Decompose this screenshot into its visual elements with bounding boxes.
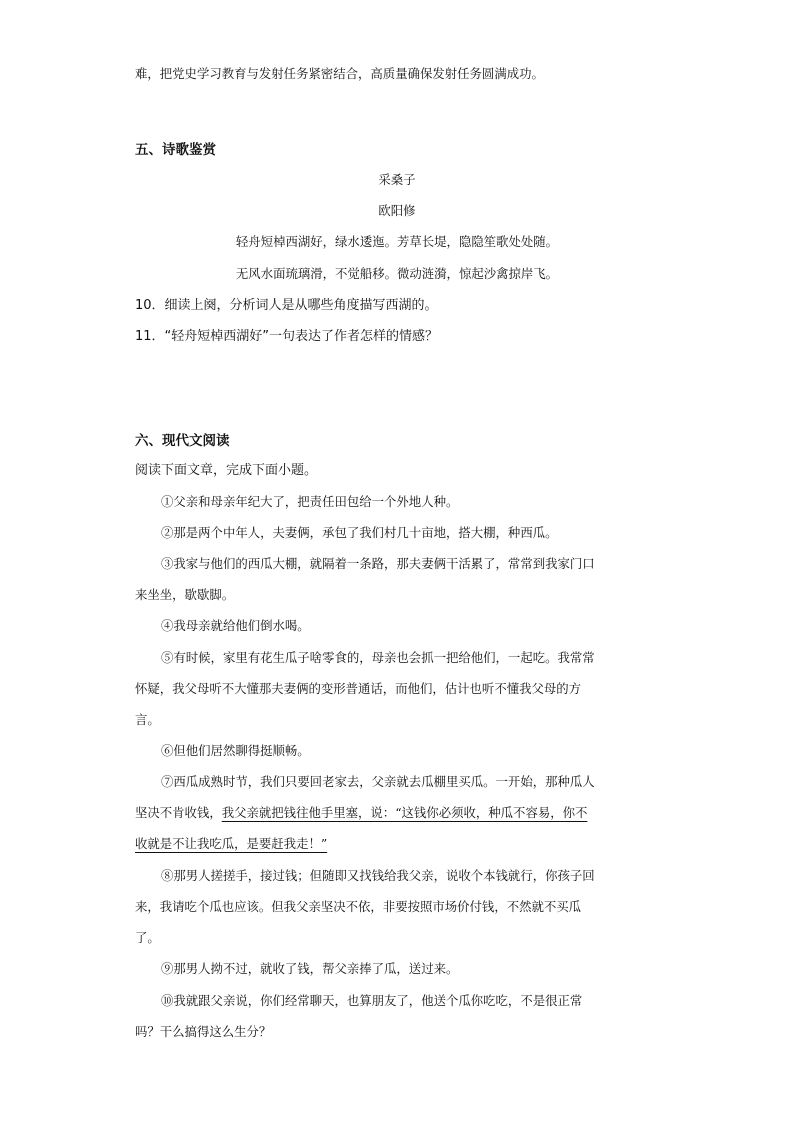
paragraph-line: 来坐坐，歇歇脚。 (135, 587, 235, 602)
paragraph-line (135, 803, 587, 823)
poem-line: 无风水面琉璃滑，不觉船移。微动涟漪，惊起沙禽掠岸飞。 (235, 266, 559, 281)
paragraph-line: 言。 (135, 712, 160, 727)
paragraph-line: 吗？干么搞得这么生分？ (135, 1024, 272, 1039)
poem-author: 欧阳修 (378, 203, 416, 218)
top-continuation-line: 难，把党史学习教育与发射任务紧密结合，高质量确保发射任务圆满成功。 (135, 66, 544, 81)
section-5-heading: 五、诗歌鉴赏 (135, 142, 216, 158)
poem-title: 采桑子 (378, 172, 416, 187)
paragraph-line: ③我家与他们的西瓜大棚，就隔着一条路，那夫妻俩干活累了，常常到我家门口 (161, 556, 595, 571)
paragraph-line: ④我母亲就给他们倒水喝。 (161, 618, 310, 633)
paragraph-line: ⑤有时候，家里有花生瓜子啥零食的，母亲也会抓一把给他们，一起吃。我常常 (161, 650, 595, 665)
paragraph-line: 收就是不让我吃瓜，是要赶我走！” (135, 836, 328, 851)
question-11: 11．“轻舟短棹西湖好”一句表达了作者怎样的情感？ (135, 329, 439, 344)
paragraph-line: ⑧那男人搓搓手，接过钱；但随即又找钱给我父亲，说收个本钱就行，你孩子回 (161, 868, 595, 883)
paragraph-line: 来，我请吃个瓜也应该。但我父亲坚决不依，非要按照市场价付钱，不然就不买瓜 (135, 899, 582, 914)
paragraph-line: 怀疑，我父母听不大懂那夫妻俩的变形普通话，而他们，估计也听不懂我父母的方 (135, 681, 582, 696)
paragraph-line: ⑥但他们居然聊得挺顺畅。 (161, 743, 310, 758)
paragraph-line: 了。 (135, 930, 160, 945)
underlined-text: 我父亲就把钱往他手里塞，说：“这钱你必须收，种瓜不容易，你不 (221, 805, 588, 820)
section-6-heading: 六、现代文阅读 (135, 433, 230, 449)
paragraph-line: ⑨那男人拗不过，就收了钱，帮父亲捧了瓜，送过来。 (161, 961, 459, 976)
paragraph-line: ②那是两个中年人，夫妻俩，承包了我们村几十亩地，搭大棚，种西瓜。 (161, 525, 558, 540)
question-10: 10．细读上阕，分析词人是从哪些角度描写西湖的。 (135, 298, 438, 313)
paragraph-text: 坚决不肯收钱， (135, 805, 222, 820)
paragraph-line: ①父亲和母亲年纪大了，把责任田包给一个外地人种。 (161, 494, 459, 509)
reading-instruction: 阅读下面文章，完成下面小题。 (135, 463, 318, 478)
paragraph-line: ⑩我就跟父亲说，你们经常聊天，也算朋友了，他送个瓜你吃吃，不是很正常 (161, 993, 583, 1008)
paragraph-line: ⑦西瓜成熟时节，我们只要回老家去，父亲就去瓜棚里买瓜。一开始，那种瓜人 (161, 774, 595, 789)
poem-line: 轻舟短棹西湖好，绿水逶迤。芳草长堤，隐隐笙歌处处随。 (235, 234, 559, 249)
